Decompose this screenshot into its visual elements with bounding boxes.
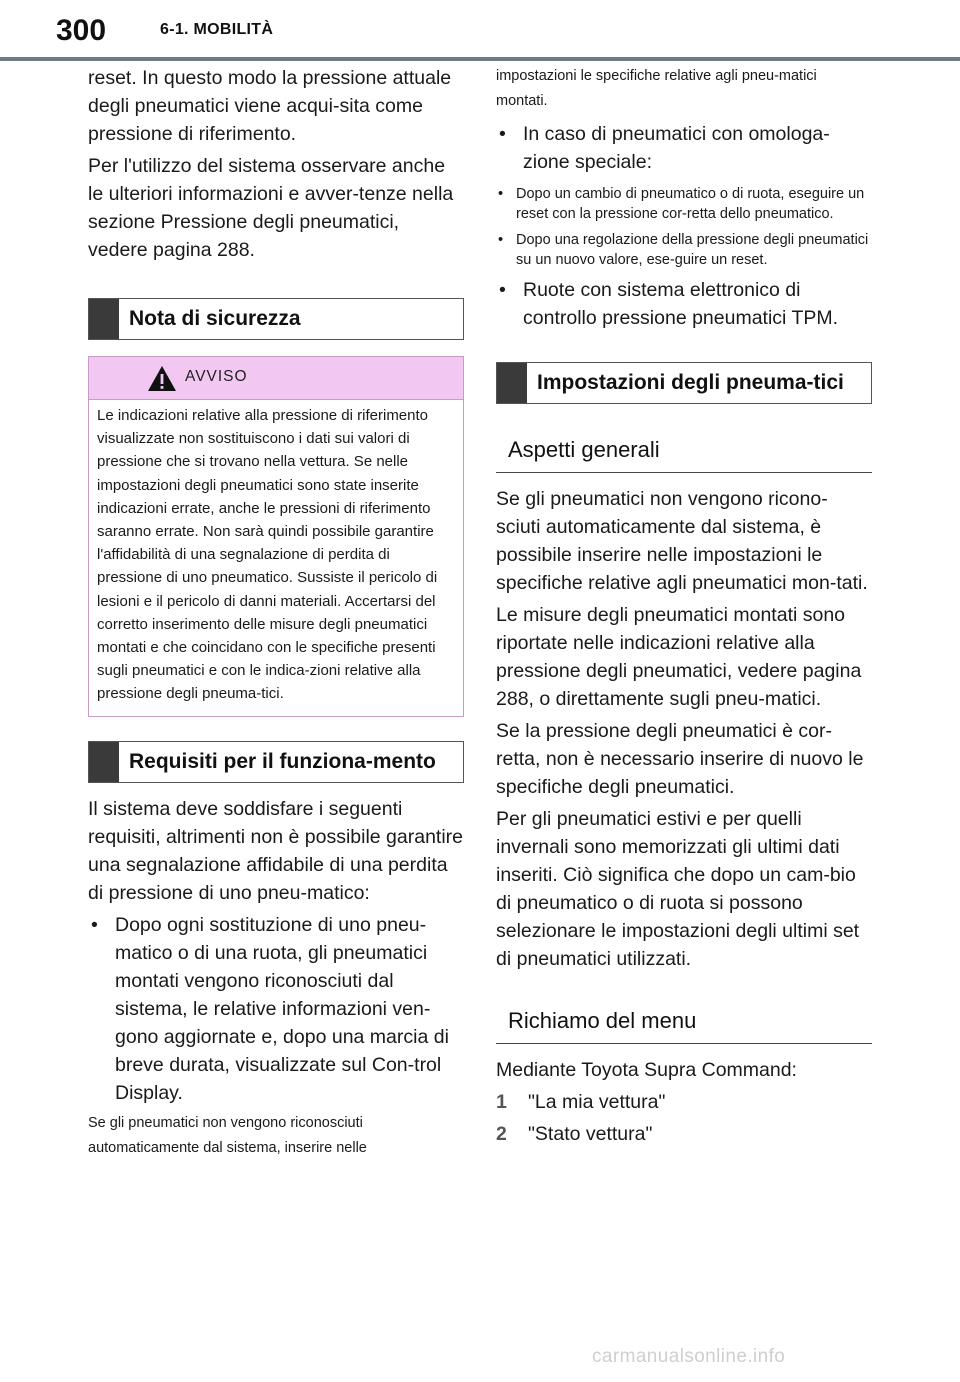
step-number: 1 [496, 1091, 507, 1113]
page-number: 300 [56, 14, 107, 47]
intro-paragraph: reset. In questo modo la pressione attuale degli pneumatici viene acqui-sita come pressione di riferimento. [88, 67, 452, 145]
warning-title: AVVISO [185, 368, 248, 385]
safety-heading [88, 298, 464, 340]
small-note: Se gli pneumatici non vengono riconosciuti automaticamente dal sistema, inserire nelle [88, 1114, 367, 1156]
right-column [496, 64, 872, 1152]
requirements-paragraph: Il sistema deve soddisfare i seguenti requisiti, altrimenti non è possibile garantire una segnalazione affidabile di una perdita di pressione di uno pneu-matico: [88, 797, 464, 904]
left-column [88, 64, 464, 1163]
requirement-bullet: • Dopo ogni sostituzione di uno pneu-matico o di una ruota, gli pneumatici montati vengono riconosciuti dal sistema, le relative informazioni ven-gono aggiornate e, dopo una marcia di breve durata, visualizzate sul Con-trol Display. [88, 911, 464, 1107]
heading-text: Requisiti per il funziona-mento [129, 749, 436, 773]
paragraph: Se la pressione degli pneumatici è cor-retta, non è necessario inserire di nuovo le specifiche degli pneumatici. [496, 720, 864, 798]
sub-bullet-item: • Dopo un cambio di pneumatico o di ruota, eseguire un reset con la pressione cor-retta dello pneumatico. [496, 184, 872, 224]
heading-text: Impostazioni degli pneuma-tici [537, 371, 844, 394]
bullet-item: • In caso di pneumatici con omologa-zione speciale: [496, 120, 872, 176]
heading-bar [497, 363, 527, 403]
subsection-heading: Richiamo del menu [496, 999, 872, 1044]
paragraph: Le misure degli pneumatici montati sono riportate nelle indicazioni relative alla pressione degli pneumatici, vedere pagina 288, o direttamente sugli pneu-matici. [496, 604, 862, 710]
section-label: 6-1. MOBILITÀ [160, 21, 274, 38]
warning-triangle-icon [147, 365, 177, 392]
warning-box [88, 356, 464, 717]
subsection-heading: Aspetti generali [496, 428, 872, 473]
small-note: impostazioni le specifiche relative agli pneu-matici montati. [496, 68, 817, 109]
menu-intro: Mediante Toyota Supra Command: [496, 1059, 797, 1081]
step-number: 2 [496, 1123, 507, 1145]
bullet-item: • Ruote con sistema elettronico di controllo pressione pneumatici TPM. [496, 276, 872, 332]
warning-header [89, 357, 463, 400]
paragraph: Per gli pneumatici estivi e per quelli invernali sono memorizzati gli ultimi dati inseriti. Ciò significa che dopo un cam-bio di pneumatico o di ruota si possono selezionare le impostazioni degli ultimi set di pneumatici utilizzati. [496, 808, 860, 970]
menu-step [496, 1088, 872, 1116]
heading-bar [89, 299, 119, 339]
step-text: "Stato vettura" [528, 1123, 653, 1145]
header-rule [0, 57, 960, 61]
warning-text: Le indicazioni relative alla pressione di riferimento visualizzate non sostituiscono i dati sui valori di pressione che si trovano nella vettura. Se nelle impostazioni degli pneumatici sono state inserite indicazioni errate, anche le pressioni di riferimento saranno errate. Non sarà quindi possibile garantire l'affidabilità di una segnalazione di perdita di pressione di uno pneumatico. Sussiste il pericolo di lesioni e il pericolo di danni materiali. Accertarsi del corretto inserimento delle misure degli pneumatici montati e che coincidano con le specifiche presenti sugli pneumatici e con le indica-zioni relative alla pressione degli pneuma-tici. [97, 407, 438, 703]
heading-bar [89, 742, 119, 782]
heading-text: Nota di sicurezza [129, 307, 301, 330]
sub-bullet-item: • Dopo una regolazione della pressione degli pneumatici su un nuovo valore, ese-guire un reset. [496, 230, 872, 270]
requirements-heading [88, 741, 464, 783]
menu-step [496, 1120, 872, 1148]
step-text: "La mia vettura" [528, 1091, 666, 1113]
intro-paragraph: Per l'utilizzo del sistema osservare anche le ulteriori informazioni e avver-tenze nella sezione Pressione degli pneumatici, vedere pagina 288. [88, 155, 454, 261]
paragraph: Se gli pneumatici non vengono ricono-sciuti automaticamente dal sistema, è possibile inserire nelle impostazioni le specifiche relative agli pneumatici mon-tati. [496, 488, 868, 594]
watermark: carmanualsonline.info [592, 1346, 786, 1367]
settings-heading [496, 362, 872, 404]
